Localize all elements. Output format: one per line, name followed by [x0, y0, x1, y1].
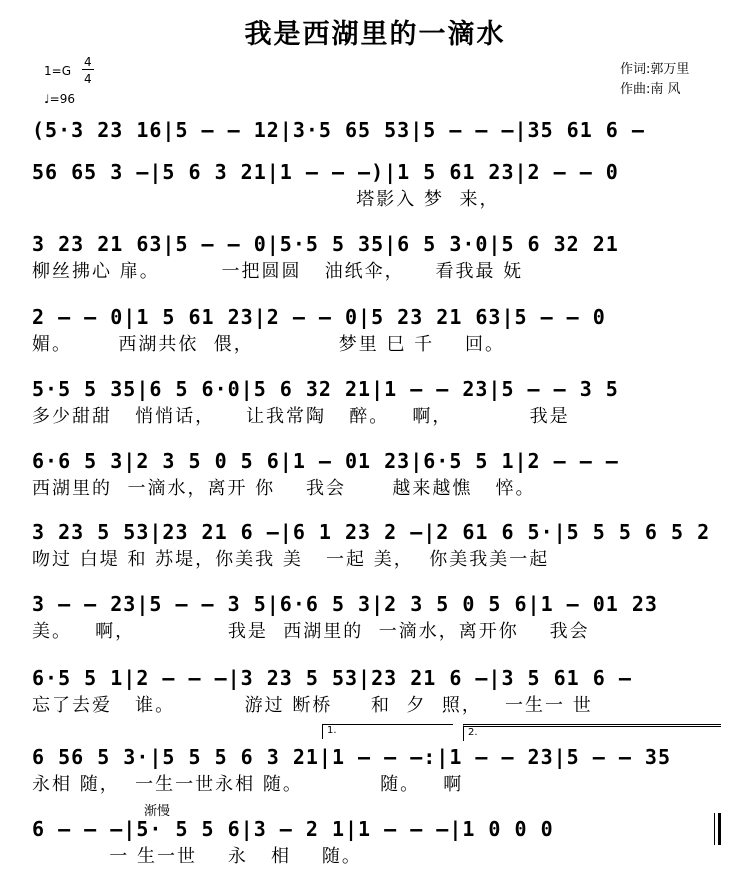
- lyric-line: 美。 啊， 我是 西湖里的 一滴水，离开你 我会: [32, 621, 590, 642]
- lyric-line: 忘了去爱 谁。 游过 断桥 和 夕 照， 一生一 世: [32, 695, 593, 716]
- final-barline: [714, 813, 722, 845]
- lyric-line: 吻过 白堤 和 苏堤，你美我 美 一起 美， 你美我美一起: [32, 549, 550, 570]
- lyric-line: 一 生一世 永 相 随。: [32, 846, 362, 867]
- notation-line: 3 23 21 63|5 — — 0|5·5 5 35|6 5 3·0|5 6 32 21: [32, 232, 619, 256]
- notation-line: 56 65 3 —|5 6 3 21|1 — — —)|1 5 61 23|2 — — 0: [32, 160, 619, 184]
- song-title: 我是西湖里的一滴水: [244, 19, 506, 50]
- time-signature-line: [82, 69, 94, 70]
- notation-line: 6·6 5 3|2 3 5 0 5 6|1 — 01 23|6·5 5 1|2 — — —: [32, 449, 619, 473]
- ritardando-marking: 渐慢: [144, 804, 171, 819]
- notation-line: 3 — — 23|5 — — 3 5|6·6 5 3|2 3 5 0 5 6|1 — 01 23: [32, 592, 658, 616]
- notation-line: (5·3 23 16|5 — — 12|3·5 65 53|5 — — —|35 61 6 —: [32, 118, 645, 142]
- first-ending-bracket: [322, 724, 453, 739]
- tempo-marking: ♩=96: [44, 92, 75, 106]
- lyric-line: 多少甜甜 悄悄话， 让我常陶 醉。 啊， 我是: [32, 406, 570, 427]
- lyric-line: 媚。 西湖共依 偎， 梦里 巳 千 回。: [32, 334, 506, 355]
- first-ending-label: 1.: [327, 725, 337, 736]
- lyricist-credit: 作词:郭万里: [620, 62, 690, 77]
- second-ending-bracket: [463, 724, 721, 741]
- key-signature: 1=G: [44, 64, 71, 78]
- lyric-line: 永相 随， 一生一世永相 随。 随。 啊: [32, 774, 464, 795]
- second-ending-label: 2.: [468, 727, 478, 738]
- notation-line: 6·5 5 1|2 — — —|3 23 5 53|23 21 6 —|3 5 61 6 —: [32, 666, 632, 690]
- notation-line: 6 — — —|5· 5 5 6|3 — 2 1|1 — — —|1 0 0 0: [32, 817, 554, 841]
- notation-line: 3 23 5 53|23 21 6 —|6 1 23 2 —|2 61 6 5·|5 5 5 6 5 2: [32, 520, 711, 544]
- lyric-line: 柳丝拂心 扉。 一把圆圆 油纸伞， 看我最 妩: [32, 261, 524, 282]
- time-signature-bottom: 4: [84, 72, 92, 86]
- lyric-line: 塔影入 梦 来，: [32, 189, 500, 210]
- notation-line: 5·5 5 35|6 5 6·0|5 6 32 21|1 — — 23|5 — — 3 5: [32, 377, 619, 401]
- lyric-line: 西湖里的 一滴水，离开 你 我会 越来越憔 悴。: [32, 478, 536, 499]
- time-signature-top: 4: [84, 55, 92, 69]
- composer-credit: 作曲:南 风: [620, 82, 681, 97]
- notation-line: 6 56 5 3·|5 5 5 6 3 21|1 — — —:|1 — — 23|5 — — 35: [32, 745, 672, 769]
- notation-line: 2 — — 0|1 5 61 23|2 — — 0|5 23 21 63|5 — — 0: [32, 305, 606, 329]
